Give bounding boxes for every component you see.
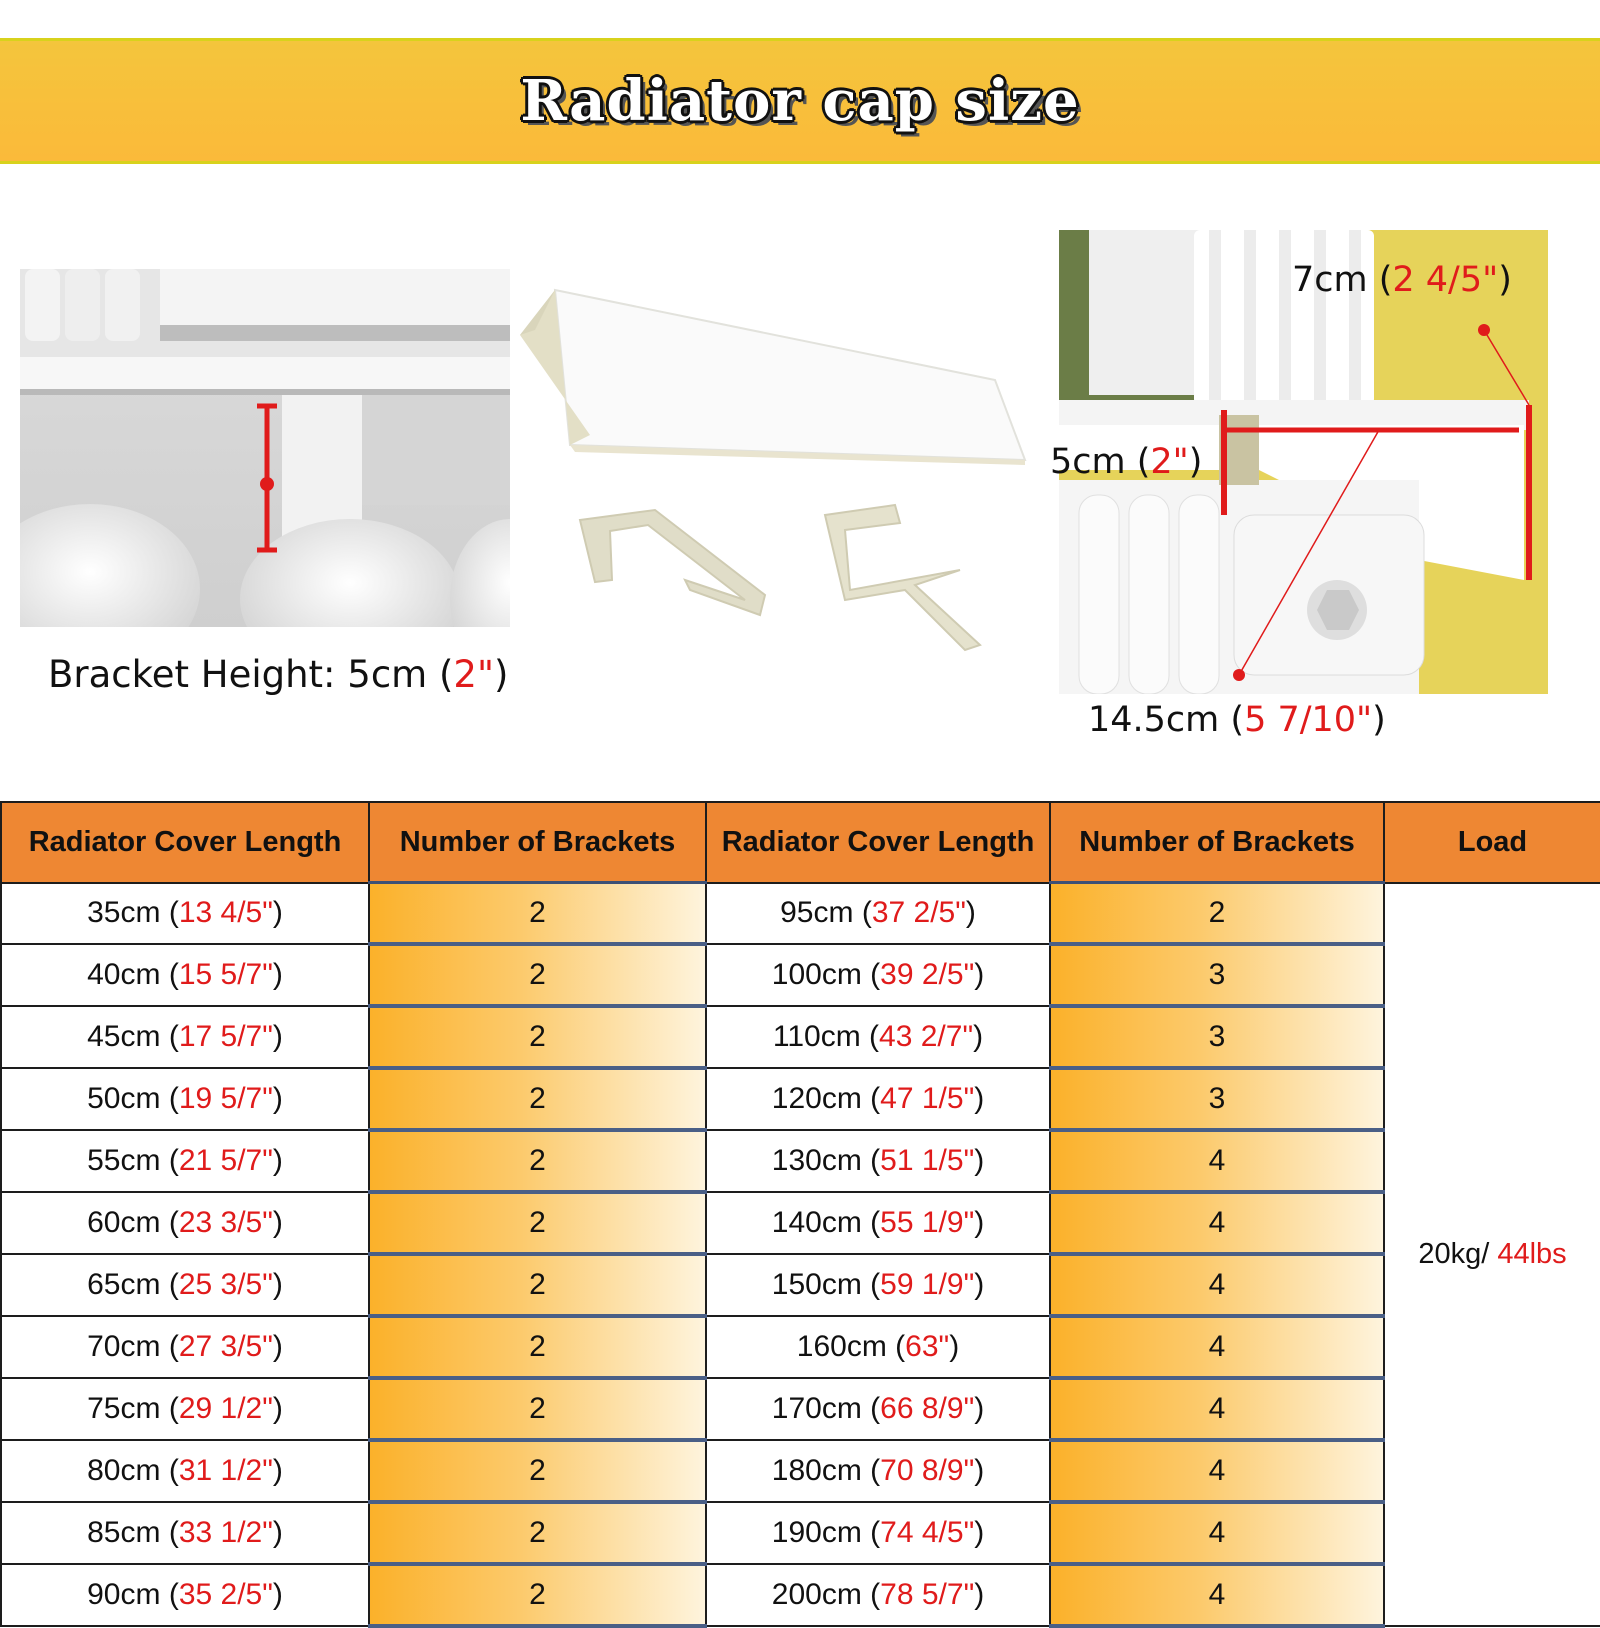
bracket-count-cell: 4 xyxy=(1050,1254,1384,1316)
table-row xyxy=(1,1378,1600,1440)
table-row xyxy=(1,1440,1600,1502)
table-row xyxy=(1,1068,1600,1130)
table-row xyxy=(1,1006,1600,1068)
bracket-count-cell: 2 xyxy=(369,1006,706,1068)
bracket-height-caption: Bracket Height: 5cm (2") xyxy=(48,653,509,696)
table-row xyxy=(1,1254,1600,1316)
bracket-count-cell: 4 xyxy=(1050,1440,1384,1502)
title-banner xyxy=(0,38,1600,164)
bracket-count-cell: 4 xyxy=(1050,1502,1384,1564)
bracket-count-cell: 2 xyxy=(369,883,706,945)
header-brackets-1: Number of Brackets xyxy=(369,802,706,883)
cover-length-cell: 40cm (15 5/7") xyxy=(1,944,369,1006)
header-brackets-2: Number of Brackets xyxy=(1050,802,1384,883)
table-header-row xyxy=(1,802,1600,883)
cover-length-cell: 70cm (27 3/5") xyxy=(1,1316,369,1378)
bracket-count-cell: 3 xyxy=(1050,944,1384,1006)
cover-length-cell: 180cm (70 8/9") xyxy=(706,1440,1050,1502)
cover-length-cell: 65cm (25 3/5") xyxy=(1,1254,369,1316)
bracket-height-photo xyxy=(20,269,510,627)
bracket-count-cell: 2 xyxy=(369,1378,706,1440)
bracket-count-cell: 2 xyxy=(369,1502,706,1564)
cover-length-cell: 160cm (63") xyxy=(706,1316,1050,1378)
bracket-count-cell: 2 xyxy=(369,1130,706,1192)
bracket-count-cell: 2 xyxy=(369,1254,706,1316)
bracket-count-cell: 4 xyxy=(1050,1378,1384,1440)
size-table xyxy=(0,801,1600,1628)
cover-side-height-label: 5cm (2") xyxy=(1050,442,1203,482)
page-title: Radiator cap size xyxy=(520,68,1080,134)
header-cover-length-2: Radiator Cover Length xyxy=(706,802,1050,883)
table-row xyxy=(1,883,1600,945)
cover-length-cell: 120cm (47 1/5") xyxy=(706,1068,1050,1130)
cover-depth-label: 14.5cm (5 7/10") xyxy=(1088,700,1386,740)
cover-length-cell: 45cm (17 5/7") xyxy=(1,1006,369,1068)
bracket-count-cell: 2 xyxy=(369,1564,706,1626)
bracket-count-cell: 3 xyxy=(1050,1068,1384,1130)
table-row xyxy=(1,944,1600,1006)
cover-length-cell: 80cm (31 1/2") xyxy=(1,1440,369,1502)
cover-length-cell: 100cm (39 2/5") xyxy=(706,944,1050,1006)
cover-length-cell: 85cm (33 1/2") xyxy=(1,1502,369,1564)
bracket-count-cell: 4 xyxy=(1050,1564,1384,1626)
cover-length-cell: 90cm (35 2/5") xyxy=(1,1564,369,1626)
bracket-height-illustration xyxy=(20,269,510,627)
cover-length-cell: 35cm (13 4/5") xyxy=(1,883,369,945)
bracket-count-cell: 2 xyxy=(369,1440,706,1502)
cover-length-cell: 55cm (21 5/7") xyxy=(1,1130,369,1192)
cover-length-cell: 75cm (29 1/2") xyxy=(1,1378,369,1440)
cover-length-cell: 95cm (37 2/5") xyxy=(706,883,1050,945)
cover-length-cell: 170cm (66 8/9") xyxy=(706,1378,1050,1440)
bracket-count-cell: 4 xyxy=(1050,1130,1384,1192)
table-row xyxy=(1,1130,1600,1192)
cover-top-width-label: 7cm (2 4/5") xyxy=(1292,260,1512,300)
cover-length-cell: 130cm (51 1/5") xyxy=(706,1130,1050,1192)
table-row xyxy=(1,1192,1600,1254)
cover-length-cell: 60cm (23 3/5") xyxy=(1,1192,369,1254)
table-row xyxy=(1,1564,1600,1626)
cover-length-cell: 110cm (43 2/7") xyxy=(706,1006,1050,1068)
product-parts-illustration xyxy=(520,285,1030,655)
bracket-count-cell: 2 xyxy=(369,1068,706,1130)
bracket-count-cell: 2 xyxy=(369,1316,706,1378)
cover-length-cell: 50cm (19 5/7") xyxy=(1,1068,369,1130)
cover-length-cell: 190cm (74 4/5") xyxy=(706,1502,1050,1564)
bracket-count-cell: 4 xyxy=(1050,1316,1384,1378)
load-cell: 20kg/ 44lbs xyxy=(1384,883,1600,1627)
cover-length-cell: 140cm (55 1/9") xyxy=(706,1192,1050,1254)
bracket-count-cell: 2 xyxy=(1050,883,1384,945)
bracket-count-cell: 2 xyxy=(369,1192,706,1254)
table-row xyxy=(1,1502,1600,1564)
bracket-count-cell: 4 xyxy=(1050,1192,1384,1254)
cover-length-cell: 150cm (59 1/9") xyxy=(706,1254,1050,1316)
bracket-count-cell: 2 xyxy=(369,944,706,1006)
header-load: Load xyxy=(1384,802,1600,883)
header-cover-length-1: Radiator Cover Length xyxy=(1,802,369,883)
cover-length-cell: 200cm (78 5/7") xyxy=(706,1564,1050,1626)
bracket-count-cell: 3 xyxy=(1050,1006,1384,1068)
table-row xyxy=(1,1316,1600,1378)
